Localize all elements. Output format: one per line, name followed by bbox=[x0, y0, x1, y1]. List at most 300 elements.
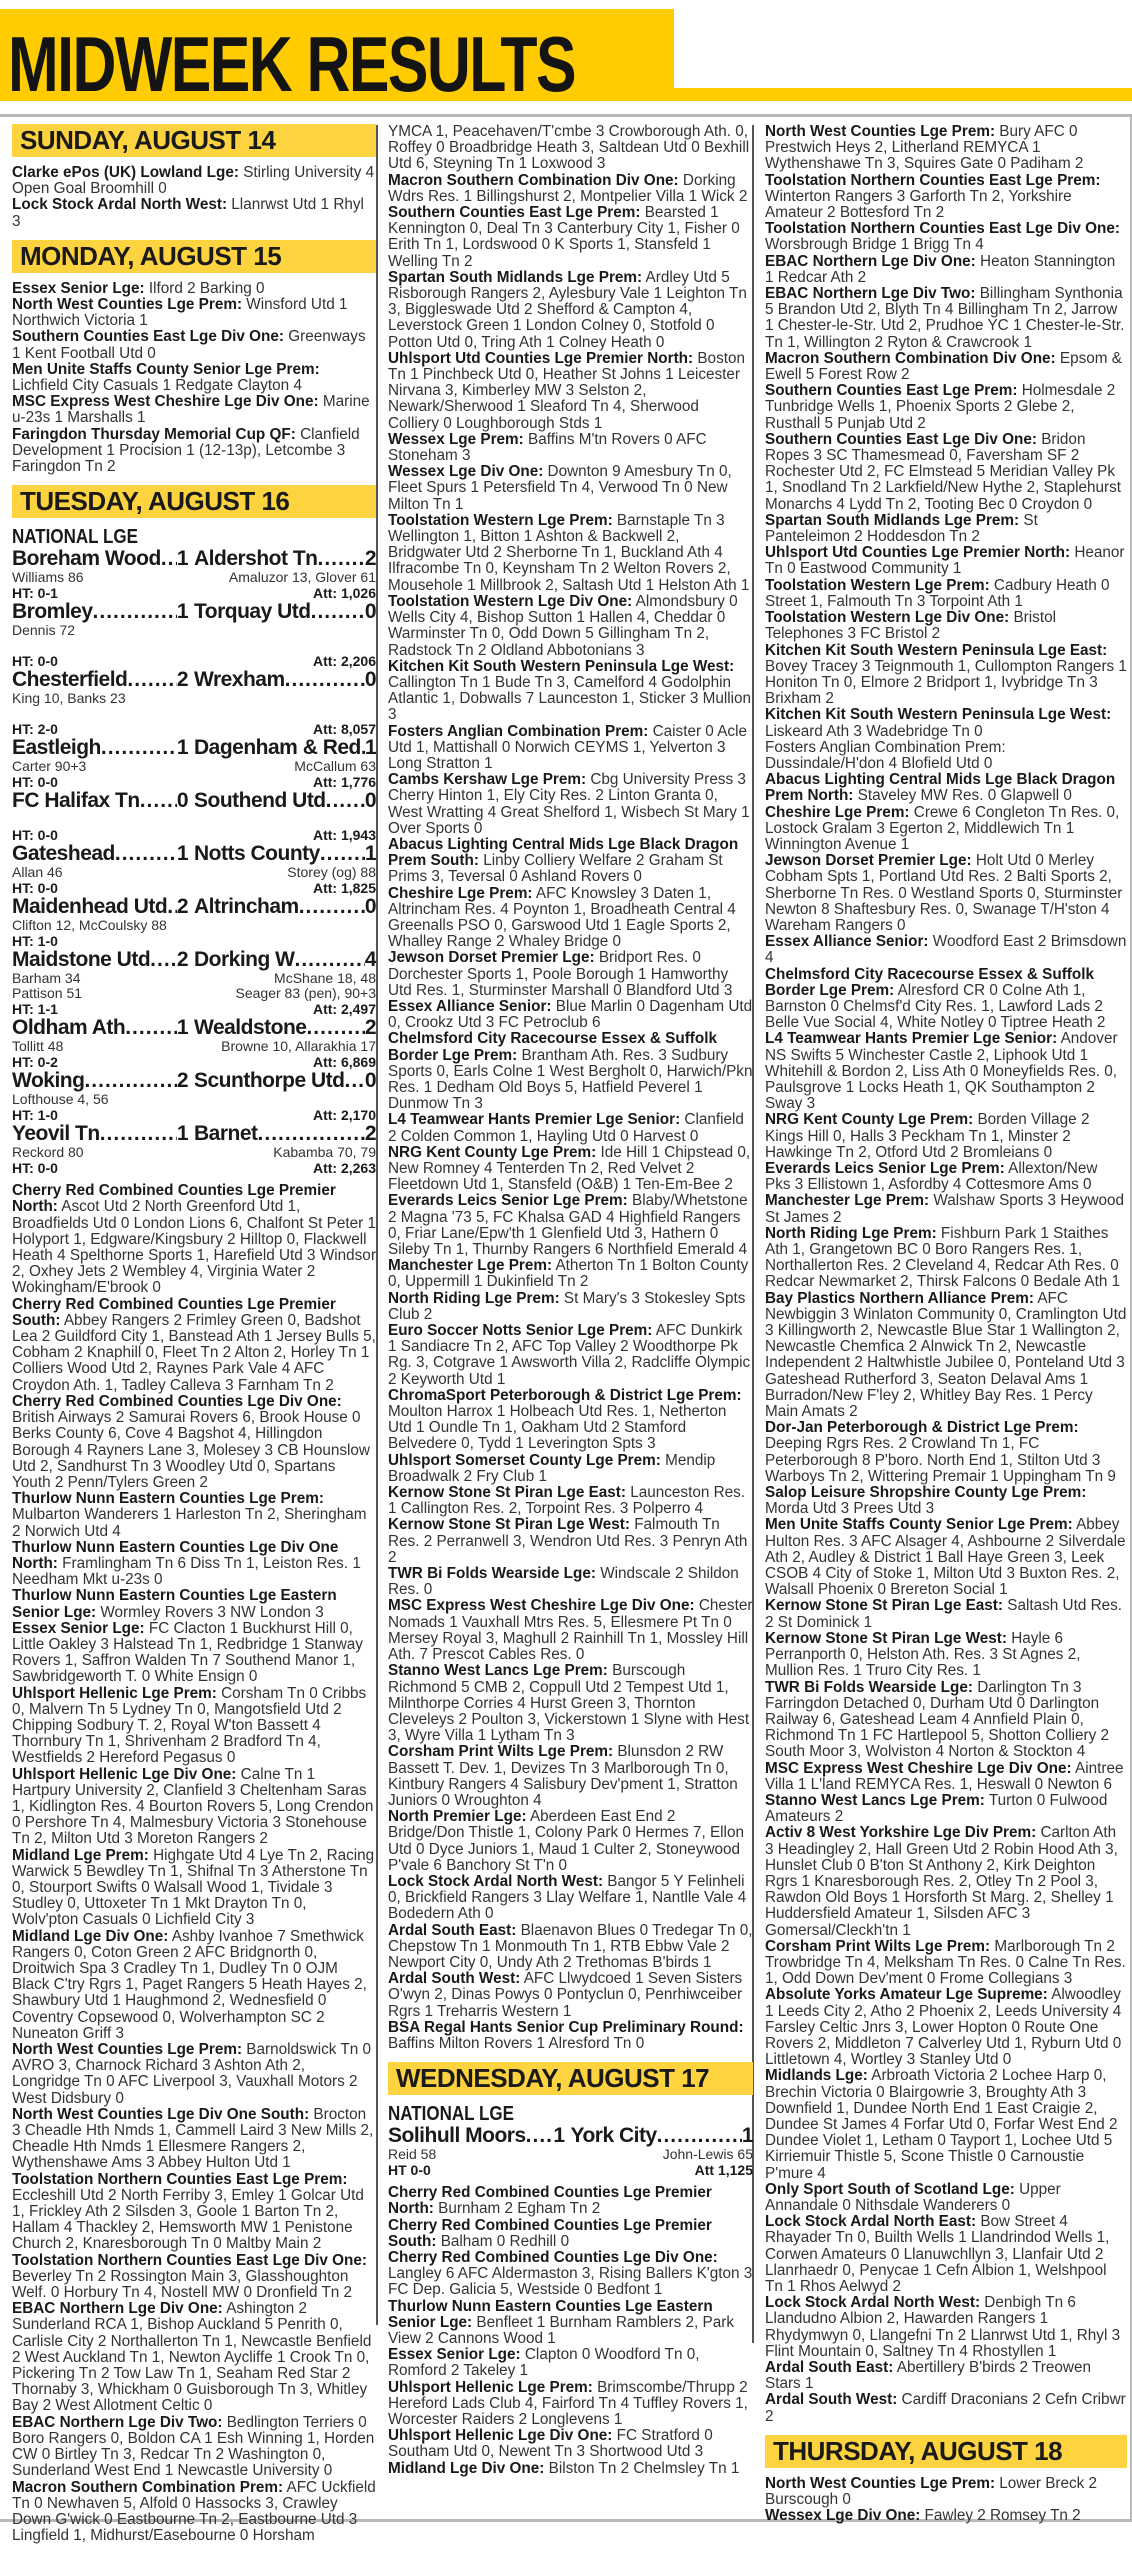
result-entry bbox=[12, 1848, 376, 1929]
league-name: Chelmsford City Racecourse Essex & Suffolk Border Lge Prem: bbox=[765, 965, 1094, 999]
attendance: Att: 2,497 bbox=[312, 1001, 376, 1018]
league-results: Deeping Rgrs Res. 2 Crowland Tn 1, FC Peterborough 8 P'boro. North End 1, Stilton Utd 3 Warboys Tn 2, Wittering Premair 1 Uppingham Tn 9 bbox=[765, 1435, 1116, 1485]
league-name: North West Counties Lge Prem: bbox=[765, 2474, 996, 2492]
attendance: Att 1,125 bbox=[694, 2162, 753, 2179]
league-results: Bristol Telephones 3 FC Bristol 2 bbox=[765, 609, 1056, 643]
league-name: EBAC Northern Lge Div Two: bbox=[12, 2413, 223, 2431]
result-entry bbox=[12, 197, 376, 229]
result-entry bbox=[765, 2182, 1127, 2214]
league-results: Winterton Rangers 3 Garforth Tn 2, Yorkshire Amateur 2 Bottesford Tn 2 bbox=[765, 187, 1072, 222]
home-team: Maidstone Utd bbox=[12, 949, 151, 972]
league-results: Fawley 2 Romsey Tn 2 bbox=[924, 2507, 1081, 2525]
away-scorers: Amaluzor 13, Glover 61 bbox=[228, 569, 376, 586]
league-results: Mulbarton Wanderers 1 Harleston Tn 2, Sheringham 2 Norwich Utd 4 bbox=[12, 1506, 367, 1540]
match-result bbox=[12, 790, 376, 843]
half-time-score: HT: 0-0 bbox=[12, 827, 58, 844]
home-team: Woking bbox=[12, 1070, 85, 1093]
scorers-line bbox=[12, 986, 376, 1001]
league-results: Baffins Milton Rovers 1 Alresford Tn 0 bbox=[388, 2034, 645, 2052]
result-entry bbox=[765, 1112, 1127, 1161]
result-entry bbox=[765, 1031, 1127, 1112]
league-name: Lock Stock Ardal North West: bbox=[388, 1872, 604, 1890]
leader-dots bbox=[318, 548, 365, 570]
league-name: Toolstation Western Lge Div One: bbox=[388, 592, 633, 610]
league-results: Ide Hill 1 Chipstead 0, New Romney 4 Tenterden Tn 2, Red Velvet 2 Fleetdown Utd 1, Stansfeld (O&B) 1 Ten-Em-Bee 2 bbox=[388, 1143, 751, 1194]
league-name: TWR Bi Folds Wearside Lge: bbox=[765, 1678, 973, 1696]
match-stats bbox=[388, 2162, 753, 2178]
result-entry bbox=[765, 610, 1127, 642]
result-entry bbox=[388, 1193, 753, 1258]
half-time-score: HT: 0-0 bbox=[12, 1160, 58, 1177]
score-line bbox=[12, 548, 376, 570]
half-time-score: HT: 0-1 bbox=[12, 585, 58, 602]
result-entry bbox=[388, 205, 753, 270]
league-results: Llanrwst Utd 1 Rhyl 3 bbox=[12, 196, 364, 230]
league-results: Brimscombe/Thrupp 2 Hereford Lads Club 4, Fairford Tn 4 Tuffley Rovers 1, Worcester Raiders 2 Longlevens 1 bbox=[388, 2378, 748, 2429]
league-name: Bay Plastics Northern Alliance Prem: bbox=[765, 1289, 1034, 1307]
result-entry bbox=[12, 329, 376, 361]
league-name: Clarke ePos (UK) Lowland Lge: bbox=[12, 164, 239, 181]
match-result bbox=[12, 601, 376, 669]
leader-dots bbox=[285, 669, 365, 691]
home-scorers: Clifton 12, McCoulsky 88 bbox=[12, 917, 167, 934]
league-results: St Mary's 3 Stokesley Spts Club 2 bbox=[388, 1289, 746, 1323]
home-scorers: Williams 86 bbox=[12, 569, 84, 586]
result-entry bbox=[765, 1793, 1127, 1825]
home-goals: 1 bbox=[176, 843, 188, 866]
league-results: Blue Marlin 0 Dagenham Utd 0, Crookz Utd 3 FC Petroclub 6 bbox=[388, 997, 753, 1032]
league-name: Jewson Dorset Premier Lge: bbox=[388, 949, 595, 967]
league-name: Toolstation Northern Counties East Lge Prem: bbox=[765, 171, 1101, 189]
league-name: Kernow Stone St Piran Lge East: bbox=[388, 1484, 626, 1502]
result-entry bbox=[765, 1193, 1127, 1225]
league-results: AFC Llwydcoed 1 Seven Sisters O'wyn 2, Dinas Powys 0 Pontyclun 0, Penrhiwceiber Rgrs 1 Treharris Western 1 bbox=[388, 1970, 743, 2020]
league-results: Ascot Utd 2 North Greenford Utd 1, Broadfields Utd 0 London Lions 6, Chalfont St Peter 1 Holyport 1, Edgware/Kingsbury 2 Hilltop 0, Flackwell Heath 4 Spelthorne Sports 1, Harefield Utd 3 Windsor 2, Oxhey Jets 2 Wembley 4, Virginia Water 2 Wokingham/E'brook 0 bbox=[12, 1198, 376, 1297]
match-stats bbox=[12, 1107, 376, 1123]
score-line bbox=[12, 1017, 376, 1039]
result-entry bbox=[388, 1291, 753, 1323]
league-name: Toolstation Northern Counties East Lge Div One: bbox=[12, 2251, 367, 2269]
away-team: Scunthorpe Utd bbox=[194, 1070, 345, 1093]
tuesday-results-col2 bbox=[388, 124, 753, 2052]
result-entry bbox=[388, 1663, 753, 1744]
match-result bbox=[12, 843, 376, 896]
league-name: Activ 8 West Yorkshire Lge Div Prem: bbox=[765, 1824, 1037, 1842]
scorers-line bbox=[12, 1039, 376, 1054]
home-team: Bromley bbox=[12, 601, 93, 624]
result-entry bbox=[765, 934, 1127, 966]
home-scorers: Tollitt 48 bbox=[12, 1038, 64, 1055]
league-name: Cherry Red Combined Counties Lge Premier South: bbox=[388, 2216, 712, 2250]
league-name: Ardal South West: bbox=[765, 2391, 898, 2409]
result-entry bbox=[388, 513, 753, 594]
league-name: Toolstation Northern Counties East Lge Div One: bbox=[765, 220, 1120, 238]
league-results: Falmouth Tn Res. 2 Perranwell 3, Wendron Utd Res. 3 Penryn Ath 2 bbox=[388, 1516, 748, 1566]
result-entry bbox=[765, 254, 1127, 286]
league-results: Bury AFC 0 Prestwich Heys 2, Litherland REMYCA 1 Wythenshawe Tn 3, Squires Gate 0 Padiham 2 bbox=[765, 123, 1084, 173]
scorers-line bbox=[12, 812, 376, 827]
league-name: Faringdon Thursday Memorial Cup QF: bbox=[12, 425, 296, 443]
league-results: Abertillery B'birds 2 Treowen Stars 1 bbox=[765, 2359, 1091, 2393]
result-entry bbox=[12, 297, 376, 329]
league-results: Ilford 2 Barking 0 bbox=[148, 279, 265, 297]
league-results: Greenways 1 Kent Football Utd 0 bbox=[12, 328, 366, 362]
attendance: Att: 2,263 bbox=[312, 1160, 376, 1177]
day-header-monday: MONDAY, AUGUST 15 bbox=[12, 240, 376, 273]
result-entry bbox=[388, 886, 753, 951]
league-name: Southern Counties East Lge Prem: bbox=[765, 382, 1018, 400]
away-scorers: Browne 10, Allarakhia 17 bbox=[221, 1038, 376, 1055]
result-entry bbox=[388, 351, 753, 432]
league-results: Aberdeen East End 2 Bridge/Don Thistle 1, Colony Park 0 Hermes 7, Ellon Utd 0 Dyce Juniors 1, Maud 1 Culter 2, Stoneywood P'vale 6 Banchory St T'n 0 bbox=[388, 1808, 744, 1874]
league-name: Wessex Lge Prem: bbox=[388, 430, 524, 448]
league-name: Kitchen Kit South Western Peninsula Lge East: bbox=[765, 641, 1108, 659]
league-results: Upper Annandale 0 Nithsdale Wanderers 0 bbox=[765, 2180, 1061, 2214]
away-scorers: McShane 18, 48 bbox=[274, 970, 376, 987]
result-entry bbox=[765, 1598, 1127, 1630]
national-league-matches bbox=[12, 548, 376, 1176]
result-entry bbox=[12, 394, 376, 426]
result-entry bbox=[765, 545, 1127, 577]
result-entry bbox=[388, 2461, 753, 2477]
result-entry bbox=[12, 281, 376, 297]
league-results: Moulton Harrox 1 Holbeach Utd Res. 1, Netherton Utd 1 Oundle Tn 1, Oakham Utd 2 Stamford Belvedere 0, Tydd 1 Leverington Spts 3 bbox=[388, 1403, 727, 1453]
league-name: Stanno West Lancs Lge Prem: bbox=[765, 1791, 985, 1809]
title-underline bbox=[674, 88, 1132, 101]
result-entry bbox=[765, 1420, 1127, 1485]
match-result bbox=[388, 2125, 753, 2178]
away-team: Wrexham bbox=[194, 669, 285, 692]
title-banner bbox=[0, 9, 674, 108]
league-name: Midland Lge Div One: bbox=[12, 1927, 169, 1945]
score-line bbox=[12, 1070, 376, 1092]
leader-dots bbox=[100, 1123, 177, 1145]
national-league-matches bbox=[388, 2125, 753, 2178]
league-name: Thurlow Nunn Eastern Counties Lge Div One North: bbox=[12, 1538, 339, 1572]
home-goals: 2 bbox=[176, 896, 188, 919]
league-name: L4 Teamwear Hants Premier Lge Senior: bbox=[388, 1111, 681, 1129]
home-scorers: Barham 34 bbox=[12, 970, 81, 987]
match-result bbox=[12, 1123, 376, 1176]
half-time-score: HT: 0-2 bbox=[12, 1054, 58, 1071]
score-line bbox=[12, 949, 376, 971]
league-name: Lock Stock Ardal North West: bbox=[12, 196, 228, 214]
league-results: Burnham 2 Egham Tn 2 bbox=[438, 2200, 601, 2218]
match-stats bbox=[12, 880, 376, 896]
result-entry bbox=[388, 950, 753, 999]
away-goals: 0 bbox=[364, 669, 376, 692]
league-results: Darlington Tn 3 Farringdon Detached 0, Durham Utd 0 Darlington Railway 6, Gateshead Leam 4 Annfield Plain 0, Richmond Tn 1 FC Hartlepool 5, Shotton Colliery 2 South Moor 3, Wolviston 4 Norton & Stockton 4 bbox=[765, 1678, 1110, 1761]
scorers-line bbox=[12, 570, 376, 585]
result-entry bbox=[12, 1686, 376, 1767]
attendance: Att: 1,776 bbox=[312, 774, 376, 791]
league-name: BSA Regal Hants Senior Cup Preliminary Round: bbox=[388, 2018, 744, 2036]
league-results: AFC Newbiggin 3 Winlaton Community 0, Cramlington Utd 3 Killingworth 2, Newcastle Blue Star 1 Wallington 2, Newcastle Chemfica 2 Alnwick Tn 2, Newcastle Independent 2 Haltwhistle Jubilee 0, Ponteland Utd 3 Gateshead Rutherford 3, Seaton Delaval Ams 1 Burradon/New F'ley 2, Whitley Bay Res. 1 Percy Main Amats 2 bbox=[765, 1289, 1127, 1421]
league-name: North Riding Lge Prem: bbox=[388, 1289, 560, 1307]
match-stats bbox=[12, 933, 376, 949]
national-league-heading: NATIONAL LGE bbox=[12, 526, 138, 549]
league-name: Southern Counties East Lge Div One: bbox=[765, 430, 1037, 448]
match-result bbox=[12, 896, 376, 949]
league-results: Heaton Stannington 1 Redcar Ath 2 bbox=[765, 252, 1116, 286]
result-entry bbox=[388, 2347, 753, 2379]
league-results: Highgate Utd 4 Lye Tn 2, Racing Warwick 5 Bewdley Tn 1, Shifnal Tn 3 Atherstone Tn 0, Stourport Swifts 0 Walsall Wood 1, Tividale 3 Studley 0, Uttoxeter Tn 1 Mkt Drayton Tn 0, Wolv'pton Casuals 0 Lichfield City 3 bbox=[12, 1846, 375, 1929]
league-name: Cherry Red Combined Counties Lge Div One: bbox=[388, 2248, 718, 2266]
league-name: Southern Counties East Lge Prem: bbox=[388, 204, 641, 222]
league-results: British Airways 2 Samurai Rovers 6, Brook House 0 Berks County 6, Cove 4 Bagshot 4, Hillingdon Borough 4 Rayners Lane 3, Molesey 3 CB Hounslow Utd 2, Sandhurst Tn 3 Woodley Utd 0, Spartans Youth 2 Penn/Tylers Green 2 bbox=[12, 1409, 370, 1491]
tuesday-results-col1 bbox=[12, 1183, 376, 2544]
league-results: Blaenavon Blues 0 Tredegar Tn 0, Chepstow Tn 1 Monmouth Tn 1, RTB Ebbw Vale 2 Newport City 0, Undy Ath 2 Trethomas B'birds 1 bbox=[388, 1921, 753, 1971]
league-results: Billingham Synthonia 5 Brandon Utd 2, Blyth Tn 4 Billingham Tn 2, Jarrow 1 Chester-le-Str. Utd 2, Prudhoe YC 1 Chester-le-Str. Tn 1, Willington 2 Ryton & Crawcrook 1 bbox=[765, 285, 1125, 351]
league-results: Bilston Tn 2 Chelmsley Tn 1 bbox=[548, 2459, 740, 2477]
league-results: Alresford CR 0 Colne Ath 1, Barnston 0 Chelmsf'd City Res. 1, Lawford Lads 2 Belle Vue Social 4, White Notley 0 Tiptree Heath 2 bbox=[765, 981, 1106, 1032]
league-results: Arbroath Victoria 2 Lochee Harp 0, Brechin Victoria 0 Blairgowrie 3, Broughty Ath 3 Downfield 1, Dundee North End 1 East Craigie 2, Dundee St James 4 Forfar Utd 0, Forfar West End 2 Dundee Violet 1, Letham 0 Tayport 1, Lochee Utd 5 Kirriemuir Thistle 5, Scone Thistle 0 Carnoustie P'mure 4 bbox=[765, 2067, 1118, 2182]
league-name: Uhlsport Hellenic Lge Div One: bbox=[12, 1765, 237, 1783]
result-entry bbox=[12, 2253, 376, 2302]
league-name: Everards Leics Senior Lge Prem: bbox=[388, 1192, 628, 1210]
leader-dots bbox=[299, 896, 365, 918]
home-team: Chesterfield bbox=[12, 669, 128, 692]
league-results: Bow Street 4 Rhayader Tn 0, Builth Wells 1 Llandrindod Wells 1, Corwen Amateurs 0 Llanuwchllyn 3, Llanfair Utd 2 Llanrhaedr 0, Penycae 1 Cefn Albion 1, Welshpool Tn 1 Rhos Aelwyd 2 bbox=[765, 2213, 1110, 2296]
league-results: Alwoodley 1 Leeds City 2, Atho 2 Phoenix 2, Leeds University 4 Farsley Celtic Jnrs 3, Lower Hopton 0 Route One Rovers 2, Middleton 7 Calverley Utd 1, Ryburn Utd 0 Littletown 4, Wortley 3 Stanley Utd 0 bbox=[765, 1986, 1122, 2069]
attendance: Att: 1,943 bbox=[312, 827, 376, 844]
home-scorers: King 10, Banks 23 bbox=[12, 690, 126, 707]
away-goals: 0 bbox=[364, 896, 376, 919]
league-name: Midland Lge Div One: bbox=[388, 2459, 545, 2477]
leader-dots bbox=[140, 790, 177, 812]
league-results: Almondsbury 0 Wells City 4, Bishop Sutton 1 Hallen 4, Cheddar 0 Warminster Tn 0, Odd Down 5 Gillingham Tn 2, Radstock Tn 2 Oldland Abbotonians 3 bbox=[388, 592, 738, 659]
column-3 bbox=[765, 124, 1127, 2524]
result-entry bbox=[765, 1517, 1127, 1598]
league-name: Abacus Lighting Central Mids Lge Black Dragon Prem North: bbox=[765, 771, 1116, 805]
league-name: Cherry Red Combined Counties Lge Premier North: bbox=[12, 1182, 336, 1216]
result-entry bbox=[12, 2107, 376, 2172]
away-goals: 1 bbox=[741, 2125, 753, 2148]
league-results: Ashby Ivanhoe 7 Smethwick Rangers 0, Coton Green 2 AFC Bridgnorth 0, Droitwich Spa 3 Cradley Tn 1, Dudley Tn 0 OJM Black C'try Rgrs 1, Paget Rangers 5 Heath Hayes 2, Shawbury Utd 1 Haughmond 2, Wednesfield 0 Coventry Copsewood 0, Wolverhampton SC 2 Nuneaton Griff 3 bbox=[12, 1927, 367, 2042]
league-results: Walshaw Sports 3 Heywood St James 2 bbox=[765, 1192, 1125, 1226]
half-time-score: HT: 0-0 bbox=[12, 774, 58, 791]
away-team: Wealdstone bbox=[194, 1017, 307, 1040]
league-name: Uhlsport Hellenic Lge Prem: bbox=[12, 1684, 217, 1702]
result-entry bbox=[12, 1929, 376, 2042]
result-entry bbox=[765, 1825, 1127, 1938]
match-stats bbox=[12, 653, 376, 669]
home-goals: 1 bbox=[553, 2125, 565, 2148]
result-entry bbox=[765, 740, 1127, 772]
result-entry bbox=[12, 362, 376, 394]
result-entry bbox=[765, 383, 1127, 432]
result-entry bbox=[765, 805, 1127, 854]
league-results: Marlborough Tn 2 Trowbridge Tn 4, Melksham Tn Res. 0 Calne Tn Res. 1, Odd Down Dev'ment 0 Frome Collegians 3 bbox=[765, 1937, 1126, 1988]
result-entry bbox=[765, 2214, 1127, 2295]
result-entry bbox=[12, 2480, 376, 2545]
league-name: ChromaSport Peterborough & District Lge Prem: bbox=[388, 1386, 742, 1404]
league-results: Denbigh Tn 6 Llandudno Albion 2, Hawarden Rangers 1 Rhydymwyn 0, Llangefni Tn 2 Llanrwst Utd 1, Rhyl 3 Flint Mountain 0, Saltney Tn 4 Rhostyllen 1 bbox=[765, 2294, 1121, 2360]
home-team: Solihull Moors bbox=[388, 2125, 526, 2148]
league-results: Allexton/New Pks 3 Ellistown 1, Asfordby 4 Cottesmore Ams 0 bbox=[765, 1160, 1098, 1194]
leader-dots bbox=[345, 1070, 365, 1092]
league-name: Essex Alliance Senior: bbox=[388, 997, 552, 1015]
national-league-heading: NATIONAL LGE bbox=[388, 2103, 514, 2126]
result-entry bbox=[388, 594, 753, 659]
league-name: Wessex Lge Div One: bbox=[388, 463, 544, 481]
league-results: Bridport Res. 0 Dorchester Sports 1, Poole Borough 1 Hamworthy Utd Res. 1, Sturminster Marshall 0 Blandford Utd 3 bbox=[388, 949, 733, 999]
league-results: Saltash Utd Res. 2 St Dominick 1 bbox=[765, 1597, 1123, 1631]
result-entry bbox=[765, 1987, 1127, 2068]
league-name: Uhlsport Somerset County Lge Prem: bbox=[388, 1451, 661, 1469]
leader-dots bbox=[115, 843, 177, 865]
league-results: Carlton Ath 3 Headingley 2, Hall Green Utd 2 Robin Hood Ath 3, Hunslet Club 0 B'ton St Anthony 2, Kirk Deighton Rgrs 1 Knaresborough Res. 2, Otley Tn 2 Pool 3, Rawdon Old Boys 1 Horsforth St Marg. 2, Shelley 1 Huddersfield Amateur 1, Silsden AFC 3 Gomersal/Cleckh'tn 1 bbox=[765, 1824, 1118, 1939]
league-results: FC Clacton 1 Buckhurst Hill 0, Little Oakley 3 Halstead Tn 1, Redbridge 1 Stanway Rovers 1, Saffron Walden Tn 7 Southend Manor 1, Sawbridgeworth T. 0 White Ensign 0 bbox=[12, 1619, 363, 1686]
league-name: North West Counties Lge Prem: bbox=[12, 2041, 243, 2059]
league-results: Chester Nomads 1 Vauxhall Mtrs Res. 5, Ellesmere Pt Tn 0 Mersey Royal 3, Maghull 2 Rainhill Tn 1, Mossley Hill Ath. 7 Prescot Cables Res. 0 bbox=[388, 1597, 753, 1664]
scorers-line bbox=[12, 1145, 376, 1160]
league-results: Downton 9 Amesbury Tn 0, Fleet Spurs 1 Petersfield Tn 4, Verwood Tn 0 New Milton Tn 1 bbox=[388, 463, 732, 513]
home-scorers: Allan 46 bbox=[12, 864, 63, 881]
league-name: Essex Senior Lge: bbox=[388, 2346, 521, 2364]
result-entry bbox=[12, 165, 376, 197]
league-results: Callington Tn 1 Bude Tn 3, Camelford 4 Godolphin Atlantic 1, Dobwalls 7 Launceston 1, Sticker 3 Mullion 3 bbox=[388, 673, 752, 724]
home-goals: 1 bbox=[176, 1123, 188, 1146]
home-goals: 1 bbox=[176, 1017, 188, 1040]
league-name: Macron Southern Combination Div One: bbox=[765, 349, 1056, 367]
result-entry bbox=[12, 427, 376, 476]
league-name: Lock Stock Ardal North West: bbox=[765, 2294, 981, 2312]
league-results: Cadbury Heath 0 Street 1, Falmouth Tn 3 Torpoint Ath 1 bbox=[765, 576, 1110, 610]
result-entry bbox=[388, 1923, 753, 1972]
league-results: Heanor Tn 0 Eastwood Community 1 bbox=[765, 544, 1125, 578]
league-results: Wormley Rovers 3 NW London 3 bbox=[100, 1603, 324, 1621]
result-entry bbox=[388, 173, 753, 205]
away-team: Altrincham bbox=[194, 896, 299, 919]
away-goals: 2 bbox=[364, 1017, 376, 1040]
league-results: FC Stratford 0 Southam Utd 0, Newent Tn 3 Shortwood Utd 3 bbox=[388, 2427, 713, 2461]
wednesday-results-col3 bbox=[765, 124, 1127, 2425]
away-goals: 1 bbox=[364, 737, 376, 760]
league-results: Cbg University Press 3 Cherry Hinton 1, Ely City Res. 2 Linton Granta 0, West Wratting 4 Great Shelford 1, Wisbech St Mary 1 Over Sports 0 bbox=[388, 771, 750, 837]
league-results: Staveley MW Res. 0 Glapwell 0 bbox=[857, 787, 1072, 805]
result-entry bbox=[765, 772, 1127, 804]
league-name: Essex Alliance Senior: bbox=[765, 933, 929, 951]
result-entry bbox=[388, 1566, 753, 1598]
league-results: Balham 0 Redhill 0 bbox=[440, 2232, 570, 2250]
half-time-score: HT: 0-0 bbox=[12, 653, 58, 670]
league-results: Bridon Ropes 3 SC Thamesmead 0, Faversham SF 2 Rochester Utd 2, FC Elmstead 5 Meridian Valley Pk 1, Snodland Tn 2 Larkfield/New Hythe 2, Staplehurst Monarchs 4 Lydd Tn 2, Tooting Bec 0 Croydon 0 bbox=[765, 430, 1122, 513]
result-entry bbox=[388, 772, 753, 837]
half-time-score: HT: 2-0 bbox=[12, 721, 58, 738]
result-entry bbox=[388, 2380, 753, 2429]
league-name: Midland Lge Prem: bbox=[12, 1846, 149, 1864]
league-results: Ashington 2 Sunderland RCA 1, Bishop Auckland 5 Penrith 0, Carlisle City 2 Northallerton Tn 1, Newcastle Benfield 2 West Auckland Tn 1, Newton Aycliffe 1 Crook Tn 0, Pickering Tn 2 Tow Law Tn 1, Seaham Red Star 2 Thornaby 3, Whickham 0 Guisborough Tn 3, Whitley Bay 2 West Allotment Celtic 0 bbox=[12, 2300, 372, 2415]
result-entry bbox=[765, 1761, 1127, 1793]
league-results: Atherton Tn 1 Bolton County 0, Uppermill 1 Dukinfield Tn 2 bbox=[388, 1257, 749, 1291]
league-name: Ardal South East: bbox=[388, 1921, 517, 1939]
scorers-line bbox=[12, 638, 376, 653]
attendance: Att: 6,869 bbox=[312, 1054, 376, 1071]
home-team: FC Halifax Tn bbox=[12, 790, 140, 813]
home-goals: 1 bbox=[176, 601, 188, 624]
match-stats bbox=[12, 774, 376, 790]
league-results: Blaby/Whetstone 2 Magna '73 5, FC Khalsa GAD 4 Highfield Rangers 0, Friar Lane/Epw'th 1 Glenfield Utd 3, Hathern 0 Sileby Tn 1, Thurnby Rangers 6 Northfield Emerald 4 bbox=[388, 1192, 748, 1259]
score-line bbox=[12, 669, 376, 691]
league-name: MSC Express West Cheshire Lge Div One: bbox=[12, 393, 319, 411]
match-result bbox=[12, 1017, 376, 1070]
result-entry bbox=[388, 464, 753, 513]
result-entry bbox=[12, 1767, 376, 1848]
league-name: Spartan South Midlands Lge Prem: bbox=[765, 511, 1020, 529]
leader-dots bbox=[93, 601, 177, 623]
league-name: Abacus Lighting Central Mids Lge Black Dragon Prem South: bbox=[388, 835, 739, 870]
day-header-thursday: THURSDAY, AUGUST 18 bbox=[765, 2435, 1127, 2468]
score-line bbox=[12, 790, 376, 812]
leader-dots bbox=[311, 601, 365, 623]
result-entry bbox=[12, 1491, 376, 1540]
league-results: Eccleshill Utd 2 North Ferriby 3, Emley 1 Golcar Utd 1, Frickley Ath 2 Silsden 3, Goole 1 Barton Tn 2, Hallam 4 Thackley 2, Hemsworth MW 1 Penistone Church 2, Knaresborough Tn 0 Maltby Main 2 bbox=[12, 2186, 364, 2253]
result-entry bbox=[388, 1031, 753, 1112]
result-entry bbox=[765, 2508, 1127, 2524]
league-name: Corsham Print Wilts Lge Prem: bbox=[765, 1937, 991, 1955]
league-name: Cherry Red Combined Counties Lge Premier North: bbox=[388, 2184, 712, 2218]
result-entry bbox=[12, 1394, 376, 1491]
league-results: Andover NS Swifts 5 Winchester Castle 2, Liphook Utd 1 Whitehill & Bordon 2, Liss Ath 0 Moneyfields Res. 0, Paulsgrove 1 Locks Heath 1, QK Southampton 2 Sway 3 bbox=[765, 1030, 1118, 1113]
league-results: AFC Dunkirk 1 Sandiacre Tn 2, AFC Top Valley 2 Woodthorpe Pk Rg. 3, Cotgrave 1 Awsworth Villa 2, Radcliffe Olympic 2 Keyworth Utd 1 bbox=[388, 1322, 751, 1388]
result-entry bbox=[388, 270, 753, 351]
league-name: Uhlsport Utd Counties Lge Premier North: bbox=[388, 349, 694, 367]
attendance: Att: 2,206 bbox=[312, 653, 376, 670]
result-entry bbox=[388, 2185, 753, 2217]
score-line bbox=[12, 601, 376, 623]
half-time-score: HT: 0-0 bbox=[12, 880, 58, 897]
home-goals: 1 bbox=[176, 737, 188, 760]
league-name: EBAC Northern Lge Div One: bbox=[765, 252, 976, 270]
result-entry bbox=[12, 2301, 376, 2414]
home-scorers: Carter 90+3 bbox=[12, 758, 87, 775]
league-name: Stanno West Lancs Lge Prem: bbox=[388, 1662, 608, 1680]
league-results: Fishburn Park 1 Staithes Ath 1, Grangetown BC 0 Boro Rangers Res. 1, Northallerton Res. 2 Cleveland 4, Redcar Ath Res. 0 Redcar Newmarket 2, Thirsk Falcons 0 Bedale Ath 1 bbox=[765, 1224, 1121, 1291]
league-name: Jewson Dorset Premier Lge: bbox=[765, 852, 972, 870]
league-name: TWR Bi Folds Wearside Lge: bbox=[388, 1565, 596, 1583]
league-name: North West Counties Lge Prem: bbox=[12, 296, 243, 314]
league-name: Cambs Kershaw Lge Prem: bbox=[388, 771, 587, 789]
league-name: North West Counties Lge Prem: bbox=[765, 123, 996, 140]
league-results: Brantham Ath. Res. 3 Sudbury Sports 0, Earls Colne 1 West Bergholt 0, Harwich/Pkn Res. 1 Dedham Old Boys 5, Hatfield Peverel 1 Dunmow Tn 3 bbox=[388, 1046, 753, 1113]
result-entry bbox=[388, 1258, 753, 1290]
result-entry bbox=[388, 2299, 753, 2348]
monday-results bbox=[12, 281, 376, 475]
result-entry bbox=[12, 1540, 376, 1589]
result-entry bbox=[388, 2218, 753, 2250]
result-entry bbox=[388, 1145, 753, 1194]
league-results: Hayle 6 Perranporth 0, Helston Ath. Res. 3 St Agnes 2, Mullion Res. 1 Truro City Res. 1 bbox=[765, 1629, 1081, 1680]
league-results: Fosters Anglian Combination Prem: Dussindale/H'don 4 Blofield Utd 0 bbox=[765, 738, 1006, 772]
league-results: Borden Village 2 Kings Hill 0, Halls 3 Peckham Tn 1, Minster 2 Hawkinge Tn 2, Otford Utd 2 Bromleians 0 bbox=[765, 1111, 1090, 1161]
scorers-line bbox=[388, 2147, 753, 2162]
league-name: Kernow Stone St Piran Lge West: bbox=[388, 1516, 630, 1534]
league-name: Corsham Print Wilts Lge Prem: bbox=[388, 1743, 614, 1761]
league-name: Toolstation Western Lge Prem: bbox=[388, 511, 613, 529]
match-stats bbox=[12, 1160, 376, 1176]
league-results: Beverley Tn 2 Rossington Main 3, Glasshoughton Welf. 0 Horbury Tn 4, Nostell MW 0 Dronfield Tn 2 bbox=[12, 2267, 353, 2302]
away-scorers: Seager 83 (pen), 90+3 bbox=[235, 985, 376, 1002]
match-stats bbox=[12, 721, 376, 737]
home-team: Yeovil Tn bbox=[12, 1123, 100, 1146]
day-header-wednesday: WEDNESDAY, AUGUST 17 bbox=[388, 2062, 753, 2095]
result-entry bbox=[388, 124, 753, 173]
result-entry bbox=[388, 659, 753, 724]
league-results: Lichfield City Casuals 1 Redgate Clayton 4 bbox=[12, 377, 302, 395]
league-name: Wessex Lge Div One: bbox=[765, 2507, 921, 2525]
away-goals: 0 bbox=[364, 1070, 376, 1093]
